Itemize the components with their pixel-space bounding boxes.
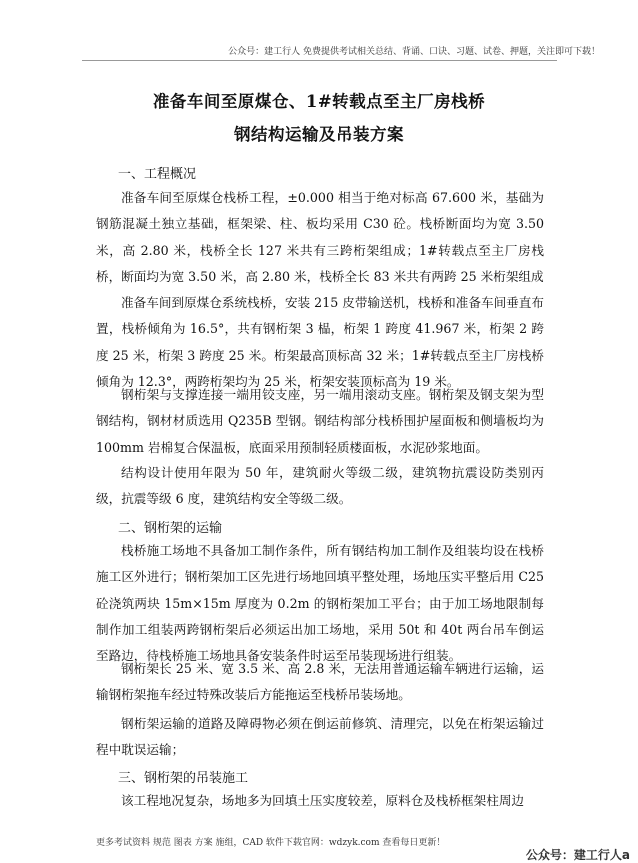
section-heading-3: 三、钢桁架的吊装施工 <box>118 771 249 786</box>
paragraph: 该工程地况复杂，场地多为回填土压实度较差，原料仓及栈桥框架柱周边 <box>121 793 524 808</box>
section-heading-2: 二、钢桁架的运输 <box>118 521 223 536</box>
page-header-note: 公众号：建工行人 免费提供考试相关总结、背诵、口诀、习题、试卷、押题，关注即可下载！ <box>228 47 600 57</box>
watermark: 公众号：建工行人a <box>525 848 630 862</box>
section-heading-1: 一、工程概况 <box>118 167 197 182</box>
page-footer-note: 更多考试资料 规范 图表 方案 施组，CAD 软件下载官网：wdzyk.com 查看每日更新！ <box>96 838 446 848</box>
paragraph: 结构设计使用年限为 50 年，建筑耐火等级二级，建筑物抗震设防类别丙级，抗震等级 6 度，建筑结构安全等级二级。 <box>96 465 544 507</box>
paragraph: 钢桁架运输的道路及障碍物必须在倒运前修筑、清理完，以免在桁架运输过程中耽误运输； <box>96 716 544 758</box>
document-title-line1: 准备车间至原煤仓、1#转载点至主厂房栈桥 <box>152 92 486 111</box>
paragraph: 准备车间到原煤仓系统栈桥，安装 215 皮带输送机，栈桥和准备车间垂直布置，栈桥倾角为 16.5°，共有钢桁架 3 榀，桁架 1 跨度 41.967 米，桁架 2 跨度 25 米，桁架 3 跨度 25 米。桁架最高顶标高 32 米；1#转载点至主厂房栈桥倾角为 12.3°，两跨桁架均为 25 米，桁架安装顶标高为 19 米。 <box>96 295 544 389</box>
header-divider <box>82 60 557 61</box>
paragraph: 钢桁架与支撑连接一端用铰支座，另一端用滚动支座。钢桁架及钢支架为型钢结构，钢材材质选用 Q235B 型钢。钢结构部分栈桥围护屋面板和侧墙板均为 100mm 岩棉复合保温板，底面采用预制轻质楼面板，水泥砂浆地面。 <box>96 387 544 455</box>
paragraph: 栈桥施工场地不具备加工制作条件，所有钢结构加工制作及组装均设在栈桥施工区外进行；钢桁架加工区先进行场地回填平整处理，场地压实平整后用 C25 砼浇筑两块 15m×15m 厚度为 0.2m 的钢桁架加工平台；由于加工场地限制每制作加工组装两跨钢桁架后必须运出加工场地，采用 50t 和 40t 两台吊车倒运至路边，待栈桥施工场地具备安装条件时运至吊装现场进行组装。 <box>96 543 544 664</box>
paragraph: 准备车间至原煤仓栈桥工程，±0.000 相当于绝对标高 67.600 米，基础为钢筋混凝土独立基础，框架梁、柱、板均采用 C30 砼。栈桥断面均为宽 3.50 米，高 2.80 米，栈桥全长 127 米共有三跨桁架组成；1#转载点至主厂房栈桥，断面均为宽 3.50 米，高 2.80 米，栈桥全长 83 米共有两跨 25 米桁架组成 <box>96 190 544 284</box>
document-title-line2: 钢结构运输及吊装方案 <box>234 125 404 144</box>
paragraph: 钢桁架长 25 米、宽 3.5 米、高 2.8 米，无法用普通运输车辆进行运输，运输钢桁架拖车经过特殊改装后方能拖运至栈桥吊装场地。 <box>96 661 544 703</box>
